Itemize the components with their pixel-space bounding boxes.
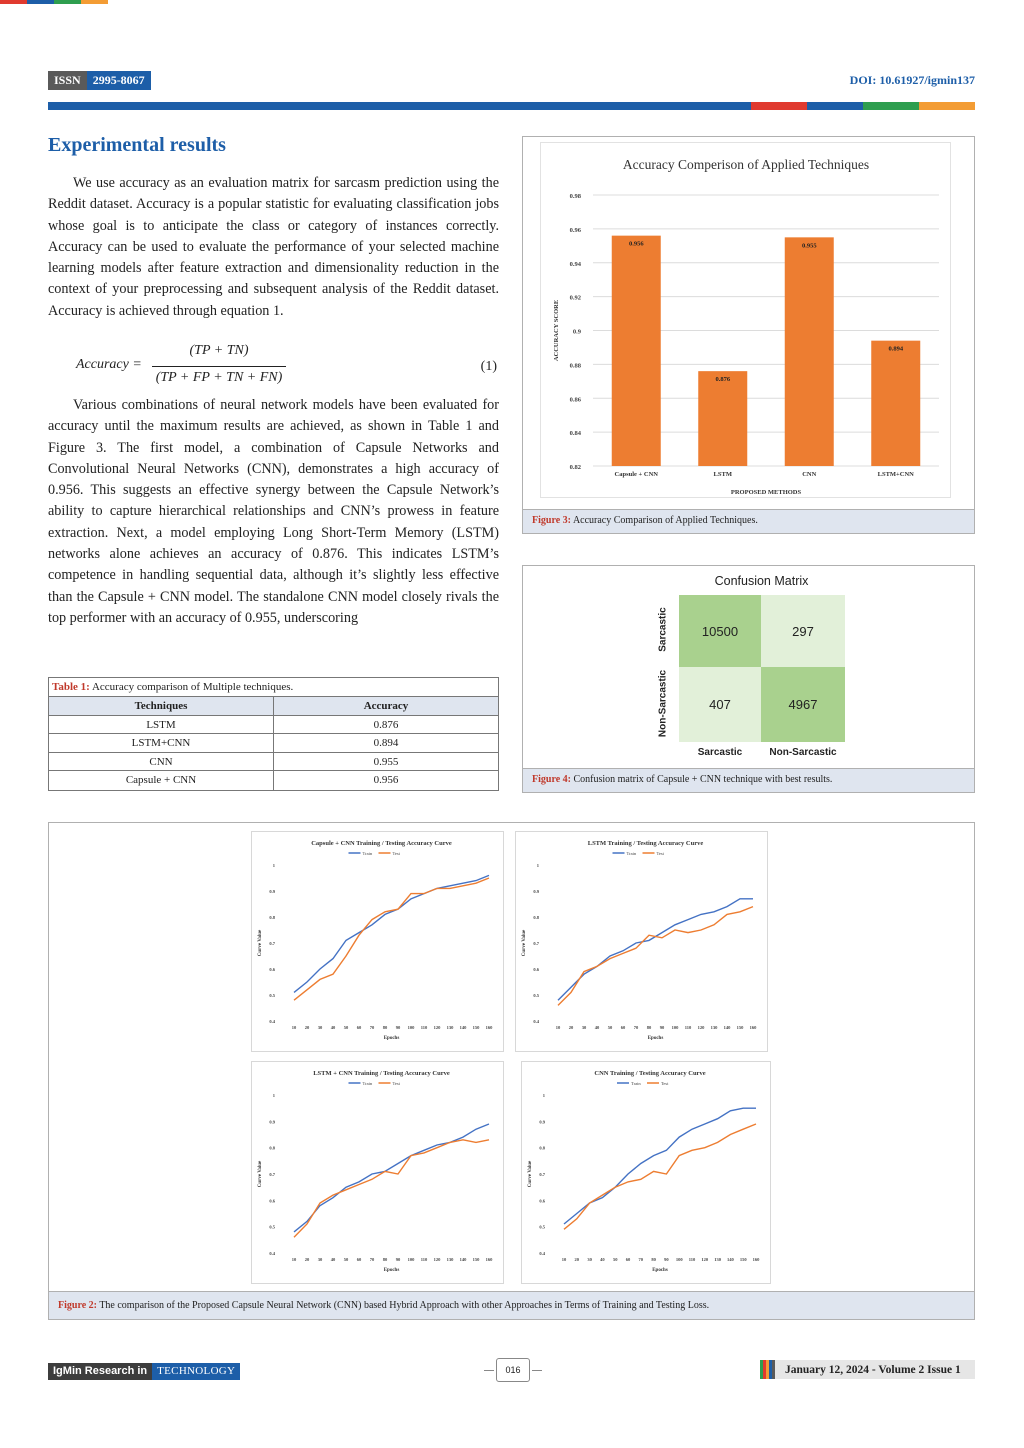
cm-cell-fp: 407 — [679, 667, 761, 742]
x-tick-label: 60 — [620, 1025, 626, 1030]
x-tick-label: 50 — [607, 1025, 613, 1030]
x-tick-label: 130 — [714, 1257, 721, 1262]
x-tick-label: 150 — [472, 1025, 480, 1030]
confusion-matrix-title: Confusion Matrix — [714, 574, 809, 588]
x-tick-label: 90 — [659, 1025, 665, 1030]
bar-data-label: 0.894 — [888, 345, 904, 353]
x-tick-label: 110 — [688, 1257, 696, 1262]
y-tick-label: 0.4 — [539, 1251, 545, 1256]
y-tick-label: 0.96 — [569, 226, 581, 234]
x-tick-label: 120 — [697, 1025, 705, 1030]
paragraph-2-text: Various combinations of neural network models have been evaluated for accuracy until the maximum results are achieved, as shown in Table 1 and Figure 3. The first model, a combination of Capsule Networks and Convolutional Neural Networks (CNN), demonstrates a high accuracy of 0.956. This suggests an effective synergy between the Capsule Network’s ability to capture hierarchical relationships and CNN’s prowess in feature extraction. Next, a model employing Long Short-Term Memory (LSTM) networks alone achieves an accuracy of 0.876. This indicates LSTM’s competence in handling sequential data, although it’s slightly less effective than the Capsule + CNN model. The standalone CNN model closely rivals the top performer with an accuracy of 0.955, underscoring — [48, 397, 499, 626]
x-tick-label: 100 — [407, 1257, 415, 1262]
y-tick-label: 0.9 — [269, 889, 275, 894]
bar — [612, 236, 661, 466]
y-axis-label: ACCURACY SCORE — [553, 299, 560, 362]
line-chart-lstm — [515, 831, 768, 1052]
x-tick-label: 70 — [633, 1025, 639, 1030]
x-tick-label: 150 — [739, 1257, 747, 1262]
equation-lhs: Accuracy = — [76, 357, 142, 372]
figure-2 — [48, 822, 975, 1320]
x-tick-label: 10 — [561, 1257, 567, 1262]
x-tick-label: 140 — [459, 1257, 467, 1262]
x-tick-label: 90 — [395, 1025, 401, 1030]
cm-row-label: Sarcastic — [657, 607, 669, 652]
y-tick-label: 0.5 — [539, 1224, 545, 1230]
cm-row-label: Non-Sarcastic — [657, 669, 669, 738]
x-tick-label: 140 — [723, 1025, 731, 1030]
y-tick-label: 0.8 — [533, 915, 539, 920]
issue-date — [760, 1360, 975, 1379]
x-tick-label: 160 — [485, 1025, 493, 1030]
page-divider — [484, 1370, 494, 1371]
x-tick-label: 60 — [356, 1257, 362, 1262]
x-axis-label: Epochs — [647, 1036, 664, 1041]
figure-2-caption-text: The comparison of the Proposed Capsule Neural Network (CNN) based Hybrid Approach with other Approaches in Terms of Training and Testing Loss. — [99, 1300, 710, 1311]
x-tick-label: 40 — [330, 1025, 336, 1030]
x-tick-label: 120 — [701, 1257, 709, 1262]
table-row — [49, 716, 498, 735]
y-axis-label: Curve Value — [258, 1160, 263, 1188]
legend-label: Test — [656, 851, 664, 856]
x-tick-label: 70 — [369, 1257, 375, 1262]
accuracy-bar-chart — [541, 143, 952, 499]
chart-title: Accuracy Comperison of Applied Techniques — [622, 157, 870, 172]
series-line-test — [294, 878, 489, 1000]
line-chart-capsule-cnn — [251, 831, 504, 1052]
cm-cell-fn: 297 — [761, 595, 845, 667]
legend-label: Test — [392, 1081, 400, 1086]
x-tick-label: 60 — [625, 1257, 631, 1262]
equation-1 — [48, 343, 499, 393]
x-tick-label: 70 — [638, 1257, 644, 1262]
x-tick-label: 50 — [343, 1025, 349, 1030]
x-tick-label: 150 — [472, 1257, 480, 1262]
x-tick-label: CNN — [802, 471, 817, 478]
x-tick-label: 140 — [459, 1025, 467, 1030]
issn-badge — [48, 71, 151, 90]
table-cell: 0.876 — [373, 718, 399, 731]
y-axis-label: Curve Value — [528, 1160, 533, 1188]
x-tick-label: 10 — [555, 1025, 561, 1030]
y-tick-label: 0.84 — [569, 430, 581, 438]
issn-value: 2995-8067 — [87, 71, 151, 90]
table-row — [49, 734, 498, 753]
equation-denominator: (TP + FP + TN + FN) — [155, 370, 283, 385]
y-tick-label: 0.92 — [569, 294, 581, 302]
legend-label: Train — [362, 1081, 373, 1086]
table-caption — [49, 678, 498, 697]
y-tick-label: 0.4 — [533, 1019, 539, 1024]
paragraph-1-text: We use accuracy as an evaluation matrix for sarcasm prediction using the Reddit dataset. Accuracy is a popular statistic for evaluating classification jobs whose goal is to anticipate the class or category of instances correctly. Accuracy can be used to evaluate the performance of your selected machine learning models after feature extraction and dimensionality reduction in the context of your preprocessing and subsequent analysis of the Reddit dataset. Accuracy is achieved through equation 1. — [48, 175, 499, 319]
x-tick-label: 110 — [420, 1257, 428, 1262]
x-tick-label: 70 — [369, 1025, 375, 1030]
figure-3 — [522, 136, 975, 534]
x-axis-label: Epochs — [383, 1268, 400, 1273]
x-tick-label: 50 — [343, 1257, 349, 1262]
x-tick-label: 90 — [395, 1257, 401, 1262]
table-cell: CNN — [49, 753, 274, 771]
x-tick-label: 40 — [600, 1257, 605, 1262]
page-number: 016 — [496, 1358, 530, 1382]
cm-col-label: Non-Sarcastic — [769, 747, 837, 758]
y-tick-label: 0.5 — [269, 1224, 275, 1230]
equation-label: (1) — [480, 359, 497, 374]
y-tick-label: 0.9 — [539, 1119, 545, 1125]
y-tick-label: 1 — [272, 1093, 275, 1098]
y-tick-label: 0.8 — [539, 1145, 545, 1151]
issue-date-text: January 12, 2024 - Volume 2 Issue 1 — [785, 1363, 961, 1376]
y-tick-label: 1 — [536, 863, 539, 868]
table-cell: LSTM+CNN — [49, 734, 274, 752]
bar — [698, 371, 747, 466]
x-tick-label: 60 — [356, 1025, 362, 1030]
section-title: Experimental results — [48, 134, 226, 156]
legend-label: Test — [392, 851, 400, 856]
x-tick-label: 140 — [727, 1257, 734, 1262]
figure-3-caption — [523, 509, 974, 533]
x-tick-label: 130 — [710, 1025, 718, 1030]
figure-4-caption-label: Figure 4: — [532, 774, 571, 785]
legend-label: Test — [661, 1081, 669, 1086]
x-tick-label: 40 — [594, 1025, 600, 1030]
bar-data-label: 0.955 — [801, 242, 817, 250]
x-tick-label: 110 — [684, 1025, 692, 1030]
y-tick-label: 1 — [542, 1093, 545, 1098]
y-tick-label: 0.6 — [539, 1198, 545, 1204]
y-tick-label: 0.9 — [533, 889, 539, 894]
x-tick-label: 90 — [664, 1257, 669, 1262]
page-divider — [532, 1370, 542, 1371]
bar — [871, 341, 920, 466]
table-caption-label: Table 1: — [52, 681, 90, 693]
x-tick-label: 150 — [736, 1025, 744, 1030]
paragraph-1 — [48, 173, 499, 322]
y-tick-label: 0.9 — [572, 328, 581, 336]
figure-3-caption-label: Figure 3: — [532, 515, 571, 526]
x-tick-label: 30 — [581, 1025, 587, 1030]
x-tick-label: 30 — [587, 1257, 592, 1262]
y-tick-label: 0.8 — [269, 915, 275, 920]
top-color-strip — [0, 0, 108, 4]
x-tick-label: 160 — [749, 1025, 757, 1030]
series-line-train — [558, 899, 753, 1000]
y-tick-label: 0.7 — [533, 941, 539, 946]
x-tick-label: 30 — [317, 1257, 323, 1262]
y-tick-label: 0.4 — [269, 1251, 275, 1256]
cm-cell-tn: 4967 — [761, 667, 845, 742]
x-tick-label: 30 — [317, 1025, 323, 1030]
x-tick-label: 80 — [646, 1025, 652, 1030]
y-tick-label: 0.4 — [269, 1019, 275, 1024]
y-tick-label: 0.6 — [269, 967, 275, 972]
x-tick-label: 100 — [407, 1025, 415, 1030]
y-tick-label: 0.9 — [269, 1119, 275, 1125]
y-tick-label: 0.94 — [569, 260, 581, 268]
y-tick-label: 0.98 — [569, 193, 581, 200]
series-line-test — [564, 1124, 756, 1229]
x-tick-label: 120 — [433, 1257, 441, 1262]
y-tick-label: 0.88 — [569, 362, 581, 370]
table-cell: LSTM — [49, 716, 274, 734]
y-tick-label: 0.5 — [269, 993, 275, 998]
table-cell: 0.894 — [373, 737, 399, 749]
table-cell: 0.955 — [373, 755, 399, 768]
x-tick-label: 20 — [568, 1025, 574, 1030]
journal-badge — [48, 1363, 240, 1380]
series-line-test — [558, 907, 753, 1006]
y-tick-label: 0.86 — [569, 396, 581, 404]
x-tick-label: 50 — [612, 1257, 618, 1262]
x-tick-label: 130 — [446, 1025, 454, 1030]
x-tick-label: 100 — [675, 1257, 683, 1262]
figure-2-caption-label: Figure 2: — [58, 1300, 97, 1311]
y-tick-label: 0.7 — [539, 1172, 545, 1177]
figure-4-caption-text: Confusion matrix of Capsule + CNN technique with best results. — [573, 774, 833, 785]
x-tick-label: 120 — [433, 1025, 441, 1030]
table-cell: Capsule + CNN — [49, 771, 274, 790]
y-axis-label: Curve Value — [258, 929, 263, 957]
bar-data-label: 0.876 — [715, 376, 731, 384]
chart-title: CNN Training / Testing Accuracy Curve — [594, 1070, 706, 1077]
series-line-train — [564, 1108, 756, 1224]
table-1 — [48, 677, 499, 791]
table-cell: 0.956 — [373, 774, 399, 786]
series-line-train — [294, 875, 489, 992]
header-bar — [48, 102, 975, 110]
table-header-row — [49, 697, 498, 716]
figure-4 — [522, 565, 975, 793]
table-caption-text: Accuracy comparison of Multiple techniques. — [91, 681, 294, 693]
legend-label: Train — [631, 1081, 641, 1086]
y-tick-label: 0.6 — [533, 967, 539, 972]
chart-title: LSTM Training / Testing Accuracy Curve — [587, 840, 704, 847]
x-axis-label: Epochs — [652, 1268, 668, 1273]
x-tick-label: 160 — [752, 1257, 760, 1262]
y-tick-label: 0.7 — [269, 1172, 275, 1177]
x-tick-label: 100 — [671, 1025, 679, 1030]
x-tick-label: 10 — [291, 1257, 297, 1262]
y-tick-label: 1 — [272, 863, 275, 868]
line-chart-lstm-cnn — [251, 1061, 504, 1284]
figure-3-caption-text: Accuracy Comparison of Applied Techniques. — [572, 515, 758, 526]
x-tick-label: 40 — [330, 1257, 336, 1262]
cm-col-label: Sarcastic — [697, 747, 743, 758]
figure-4-caption — [523, 768, 974, 792]
x-tick-label: 160 — [485, 1257, 493, 1262]
x-axis-label: PROPOSED METHODS — [730, 489, 802, 496]
x-tick-label: Capsule + CNN — [614, 471, 658, 478]
cm-cell-tp: 10500 — [679, 595, 761, 667]
equation-fraction-line — [152, 366, 286, 367]
series-line-test — [294, 1140, 489, 1237]
y-tick-label: 0.6 — [269, 1198, 275, 1204]
x-tick-label: 20 — [574, 1257, 580, 1262]
bar-data-label: 0.956 — [628, 240, 644, 248]
table-header-cell: Techniques — [49, 697, 274, 715]
x-tick-label: LSTM+CNN — [877, 471, 914, 478]
line-chart-cnn — [521, 1061, 771, 1284]
x-tick-label: LSTM — [713, 471, 732, 478]
paragraph-2 — [48, 395, 499, 629]
issn-label: ISSN — [48, 71, 87, 90]
x-tick-label: 110 — [420, 1025, 428, 1030]
figure-2-caption — [49, 1291, 974, 1319]
bar-chart-frame — [540, 142, 951, 498]
y-tick-label: 0.7 — [269, 941, 275, 946]
x-tick-label: 20 — [304, 1257, 310, 1262]
chart-title: LSTM + CNN Training / Testing Accuracy Curve — [313, 1070, 450, 1077]
legend-label: Train — [362, 851, 373, 856]
x-axis-label: Epochs — [383, 1036, 400, 1041]
x-tick-label: 10 — [291, 1025, 297, 1030]
table-header-cell: Accuracy — [363, 700, 409, 712]
y-tick-label: 0.5 — [533, 993, 539, 998]
legend-label: Train — [626, 851, 637, 856]
y-tick-label: 0.82 — [569, 464, 581, 471]
bar — [785, 237, 834, 466]
journal-name: IgMin Research in — [48, 1363, 152, 1380]
table-row — [49, 771, 498, 790]
journal-section: TECHNOLOGY — [152, 1363, 240, 1380]
doi-link[interactable]: DOI: 10.61927/igmin137 — [849, 73, 975, 87]
y-tick-label: 0.8 — [269, 1145, 275, 1151]
chart-title: Capsule + CNN Training / Testing Accuracy Curve — [311, 840, 452, 847]
equation-numerator: (TP + TN) — [189, 343, 249, 358]
y-axis-label: Curve Value — [522, 929, 527, 957]
table-row — [49, 753, 498, 772]
x-tick-label: 80 — [382, 1257, 388, 1262]
x-tick-label: 80 — [651, 1257, 656, 1262]
x-tick-label: 80 — [382, 1025, 388, 1030]
x-tick-label: 20 — [304, 1025, 310, 1030]
color-bars — [760, 1360, 775, 1379]
x-tick-label: 130 — [446, 1257, 454, 1262]
